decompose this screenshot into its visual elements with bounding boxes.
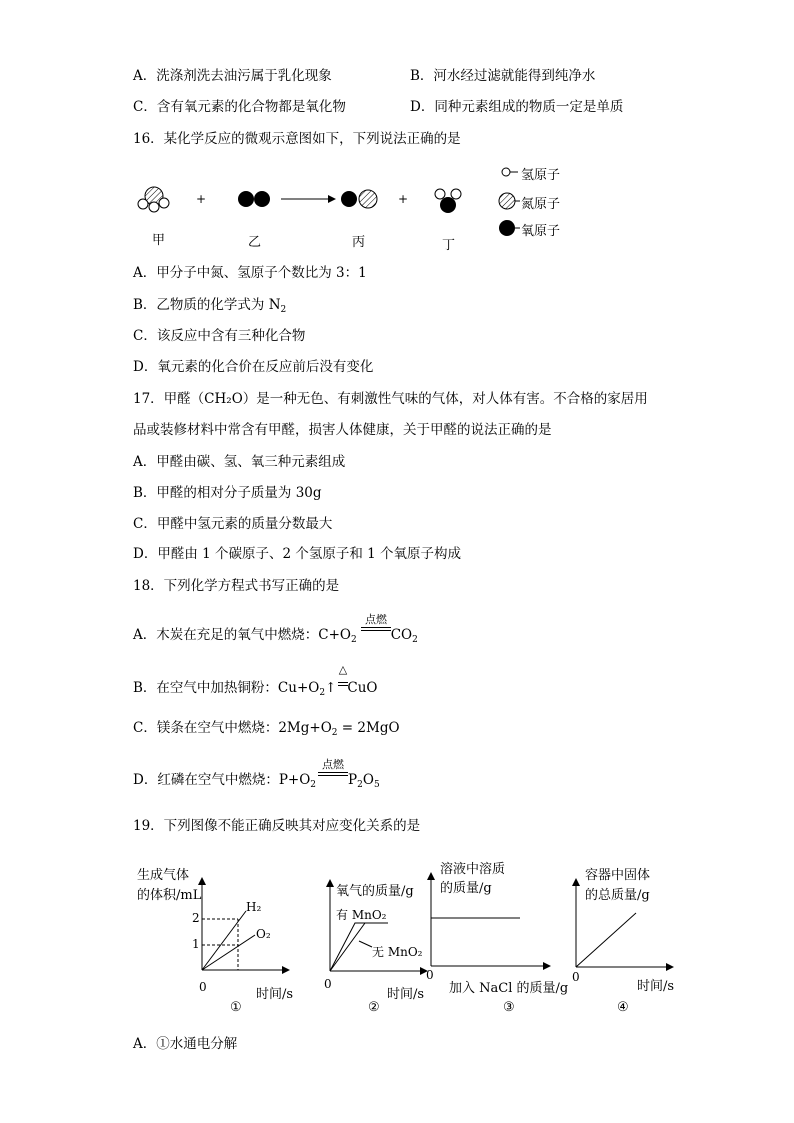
graph-3-ylabel-1: 溶液中溶质	[440, 862, 506, 877]
q18-option-b: B．在空气中加热铜粉：$Cu+O_2↑$ CuO	[133, 680, 378, 698]
q17-stem-line1: 17．甲醛（CH₂O）是一种无色、有刺激性气味的气体，对人体有害。不合格的家居用	[133, 391, 648, 407]
q17-stem-line2: 品或装修材料中常含有甲醛，损害人体健康，关于甲醛的说法正确的是	[133, 422, 552, 438]
label-jia: 甲	[152, 233, 166, 248]
graph-2-pointer	[359, 941, 372, 947]
graph-1-o2-label: O₂	[256, 927, 271, 941]
reaction-arrow-icon	[281, 195, 336, 203]
legend-hydrogen: 氢原子	[521, 168, 561, 183]
q19-stem: 19．下列图像不能正确反映其对应变化关系的是	[133, 818, 421, 834]
label-yi: 乙	[248, 235, 262, 250]
q16-option-b: B．乙物质的化学式为 $N_2$	[133, 297, 287, 315]
molecule-jia	[138, 187, 169, 212]
q18-a-equals-bottom	[361, 630, 391, 631]
graph-2-origin: 0	[324, 977, 332, 991]
q18-option-a: A．木炭在充足的氧气中燃烧：$C+O_2$ $CO_2$	[133, 627, 418, 645]
oxygen-atom-icon	[499, 220, 515, 236]
q18-b-condition: △	[338, 663, 348, 676]
graph-1-tick-1: 1	[192, 937, 200, 951]
q17-option-d: D．甲醛由 1 个碳原子、2 个氢原子和 1 个氧原子构成	[133, 546, 462, 562]
legend	[499, 168, 520, 236]
q15-option-d: D．同种元素组成的物质一定是单质	[410, 99, 624, 115]
legend-nitrogen: 氮原子	[521, 197, 561, 212]
label-bing: 丙	[352, 235, 366, 250]
q18-d-equals-top	[318, 772, 348, 773]
molecule-yi	[238, 191, 270, 207]
hydrogen-atom-icon	[502, 168, 510, 176]
graph-4-origin: 0	[572, 970, 580, 984]
graph-1-h2-label: H₂	[246, 900, 262, 914]
graph-1-number: ①	[230, 1000, 242, 1015]
label-ding: 丁	[442, 238, 456, 253]
graph-1-xlabel: 时间/s	[256, 987, 294, 1002]
graph-1-origin: 0	[199, 980, 207, 994]
graph-2-without-label: 无 MnO₂	[372, 945, 423, 959]
q17-option-b: B．甲醛的相对分子质量为 30g	[133, 485, 322, 501]
graph-4-ylabel-2: 的总质量/g	[585, 888, 650, 903]
q16-option-a: A．甲分子中氮、氢原子个数比为 3：1	[133, 265, 367, 281]
q16-option-d: D．氧元素的化合价在反应前后没有变化	[133, 359, 374, 375]
graph-4-ylabel-1: 容器中固体	[585, 868, 651, 883]
q17-option-a: A．甲醛由碳、氢、氧三种元素组成	[133, 454, 346, 470]
q18-b-equals-bottom	[338, 685, 348, 686]
graph-3-origin: 0	[426, 968, 434, 982]
graph-1-tick-2: 2	[192, 911, 200, 925]
graph-4-number: ④	[617, 1000, 629, 1015]
q18-a-equals-top	[361, 627, 391, 628]
graph-1-ylabel-1: 生成气体	[137, 868, 190, 883]
q17-option-c: C．甲醛中氢元素的质量分数最大	[133, 516, 333, 532]
q15-option-b: B．河水经过滤就能得到纯净水	[410, 68, 596, 84]
graph-4-line	[576, 913, 636, 967]
molecule-bing	[341, 190, 377, 208]
plus-sign-2: +	[398, 192, 409, 206]
q18-a-condition: 点燃	[365, 613, 387, 626]
plus-sign-1: +	[196, 192, 207, 206]
q18-option-c: C．镁条在空气中燃烧：$2Mg+O_2 = 2MgO$	[133, 720, 400, 738]
graph-3-xlabel: 加入 NaCl 的质量/g	[449, 981, 569, 996]
legend-oxygen: 氧原子	[521, 224, 561, 239]
q18-option-d: D．红磷在空气中燃烧：$P+O_2$ $P_2O_5$	[133, 772, 380, 790]
graph-2-xlabel: 时间/s	[387, 987, 425, 1002]
q16-stem: 16．某化学反应的微观示意图如下，下列说法正确的是	[133, 131, 461, 147]
q18-d-equals-bottom	[318, 775, 348, 776]
graph-4-xlabel: 时间/s	[637, 979, 675, 994]
graph-3-number: ③	[503, 1000, 515, 1015]
nitrogen-atom-icon	[499, 193, 515, 209]
q16-option-c: C．该反应中含有三种化合物	[133, 328, 306, 344]
graph-2-with-label: 有 MnO₂	[336, 908, 387, 922]
q15-option-a: A．洗涤剂洗去油污属于乳化现象	[133, 68, 332, 84]
q18-b-equals-top	[338, 682, 348, 683]
q19-option-a: A．①水通电分解	[133, 1036, 238, 1052]
graph-1-o2-line	[202, 935, 255, 970]
graph-1-h2-line	[202, 911, 246, 970]
q18-stem: 18．下列化学方程式书写正确的是	[133, 578, 340, 594]
molecule-ding	[435, 189, 461, 213]
q18-d-condition: 点燃	[322, 758, 344, 771]
q15-option-c: C．含有氧元素的化合物都是氧化物	[133, 99, 346, 115]
graph-3-ylabel-2: 的质量/g	[440, 881, 492, 896]
graph-1-ylabel-2: 的体积/mL	[137, 888, 202, 903]
graph-2-ylabel: 氧气的质量/g	[336, 884, 414, 899]
graph-1-axes	[198, 877, 290, 974]
graph-2-number: ②	[368, 1000, 380, 1015]
